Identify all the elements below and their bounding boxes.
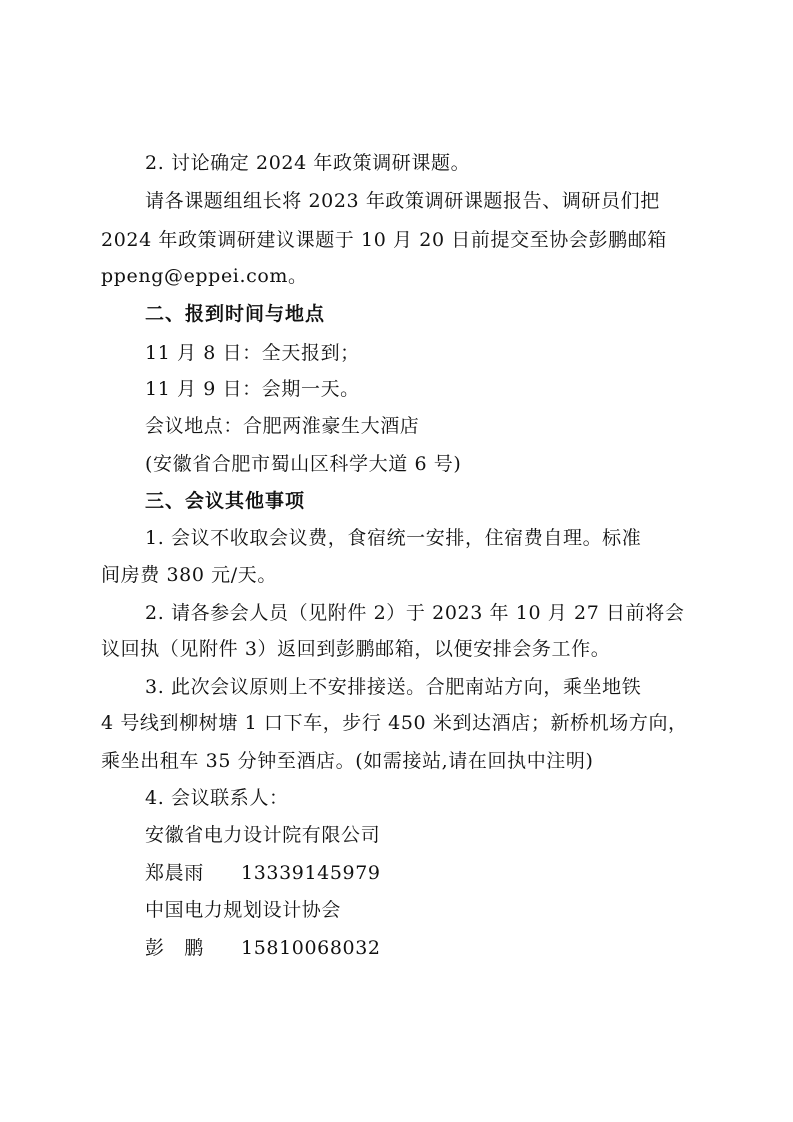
other-item-3-line-1: 3. 此次会议原则上不安排接送。合肥南站方向，乘坐地铁	[145, 676, 642, 698]
contact-org-1: 安徽省电力设计院有限公司	[145, 824, 381, 846]
registration-day-2: 11 月 9 日：会期一天。	[145, 378, 360, 400]
other-item-1-line-1: 1. 会议不收取会议费，食宿统一安排，住宿费自理。标准	[145, 527, 642, 549]
other-item-1-line-2: 间房费 380 元/天。	[101, 564, 277, 586]
other-item-2-line-2: 议回执（见附件 3）返回到彭鹏邮箱，以便安排会务工作。	[101, 638, 611, 660]
registration-day-1: 11 月 8 日：全天报到；	[145, 342, 360, 364]
contact-name-2: 彭 鹏	[145, 937, 204, 959]
contact-row-2	[145, 935, 745, 961]
other-item-4: 4. 会议联系人：	[145, 787, 289, 809]
contact-row-1	[145, 860, 745, 886]
contact-name-1: 郑晨雨	[145, 862, 204, 884]
section-heading-other-matters: 三、会议其他事项	[145, 490, 306, 512]
venue-address: (安徽省合肥市蜀山区科学大道 6 号)	[145, 453, 462, 475]
other-item-3-line-3: 乘坐出租车 35 分钟至酒店。(如需接站,请在回执中注明)	[101, 750, 594, 772]
meeting-venue: 会议地点：合肥两淮豪生大酒店	[145, 415, 420, 437]
contact-org-2: 中国电力规划设计协会	[145, 899, 342, 921]
submission-paragraph-line-3: ppeng@eppei.com。	[101, 265, 308, 287]
section-heading-registration: 二、报到时间与地点	[145, 303, 326, 325]
discussion-item-2: 2. 讨论确定 2024 年政策调研课题。	[145, 152, 471, 174]
other-item-3-line-2: 4 号线到柳树塘 1 口下车，步行 450 米到达酒店；新桥机场方向，	[101, 712, 688, 734]
other-item-2-line-1: 2. 请各参会人员（见附件 2）于 2023 年 10 月 27 日前将会	[145, 602, 685, 624]
contact-phone-2: 15810068032	[241, 937, 381, 959]
submission-paragraph-line-1: 请各课题组组长将 2023 年政策调研课题报告、调研员们把	[145, 190, 660, 212]
contact-phone-1: 13339145979	[241, 862, 381, 884]
submission-paragraph-line-2: 2024 年政策调研建议课题于 10 月 20 日前提交至协会彭鹏邮箱	[101, 229, 667, 251]
